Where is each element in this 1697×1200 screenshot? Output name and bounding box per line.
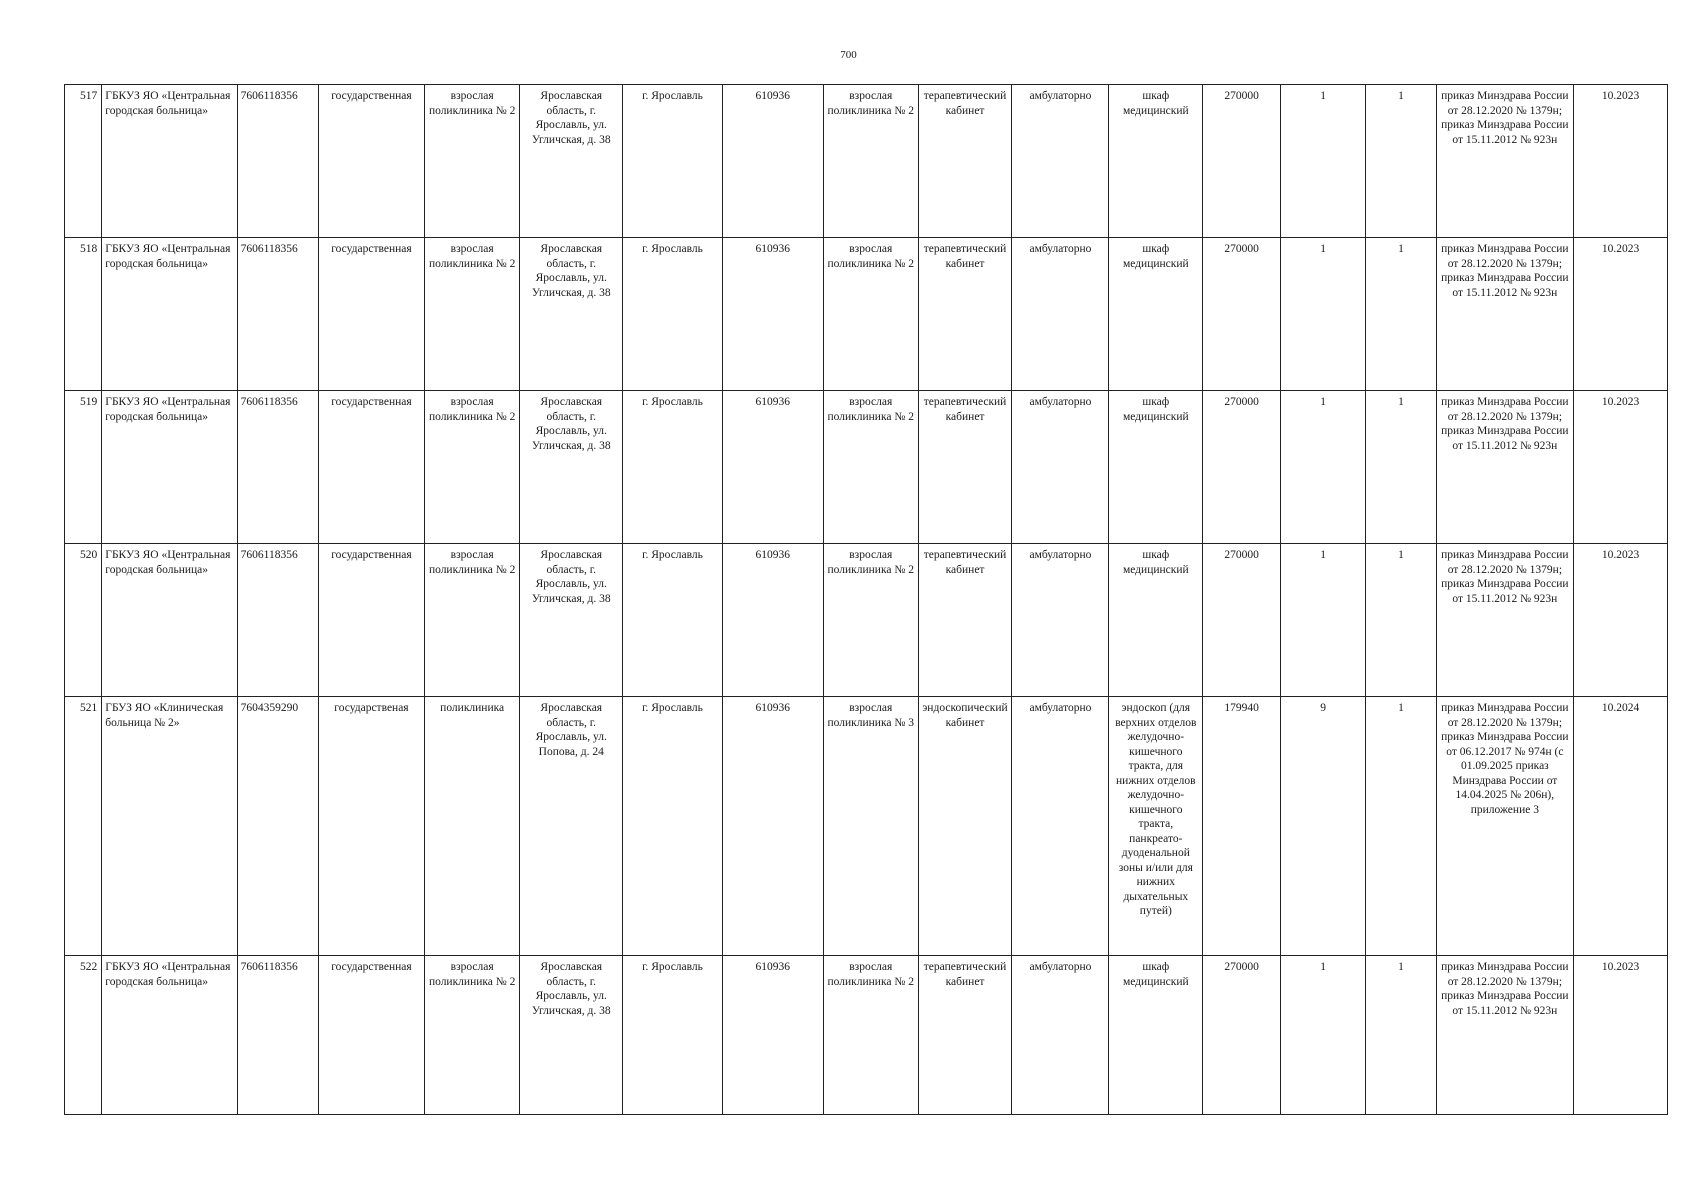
care-form: амбулаторно	[1012, 85, 1109, 238]
postal-index: 610936	[722, 238, 823, 391]
care-form: амбулаторно	[1012, 956, 1109, 1115]
legal-basis: приказ Минздрава России от 28.12.2020 № 1379н; приказ Минздрава России от 15.11.2012 № 923н	[1436, 391, 1573, 544]
quantity-b: 1	[1366, 544, 1436, 697]
unit: взрослая поликлиника № 2	[425, 238, 520, 391]
inn: 7606118356	[237, 238, 318, 391]
ownership: государственная	[318, 956, 425, 1115]
row-number: 522	[65, 956, 102, 1115]
quantity-a: 1	[1281, 238, 1366, 391]
quantity-a: 1	[1281, 544, 1366, 697]
quantity-b: 1	[1366, 238, 1436, 391]
postal-index: 610936	[722, 85, 823, 238]
legal-basis: приказ Минздрава России от 28.12.2020 № 1379н; приказ Минздрава России от 06.12.2017 № 974н (с 01.09.2025 приказ Минздрава России от 14.04.2025 № 206н), приложение 3	[1436, 697, 1573, 956]
cabinet: терапевтический кабинет	[918, 238, 1012, 391]
table-row	[65, 85, 1668, 238]
unit: взрослая поликлиника № 2	[425, 391, 520, 544]
city: г. Ярославль	[623, 85, 722, 238]
care-form: амбулаторно	[1012, 391, 1109, 544]
quantity-a: 1	[1281, 956, 1366, 1115]
ownership: государственная	[318, 544, 425, 697]
organization: ГБКУЗ ЯО «Центральная городская больница»	[102, 391, 237, 544]
ownership: государственная	[318, 391, 425, 544]
care-form: амбулаторно	[1012, 544, 1109, 697]
legal-basis: приказ Минздрава России от 28.12.2020 № 1379н; приказ Минздрава России от 15.11.2012 № 923н	[1436, 956, 1573, 1115]
cabinet: терапевтический кабинет	[918, 956, 1012, 1115]
date: 10.2023	[1574, 85, 1668, 238]
row-number: 517	[65, 85, 102, 238]
table-row	[65, 956, 1668, 1115]
legal-basis: приказ Минздрава России от 28.12.2020 № 1379н; приказ Минздрава России от 15.11.2012 № 923н	[1436, 238, 1573, 391]
equipment: шкаф медицинский	[1109, 956, 1203, 1115]
inn: 7606118356	[237, 956, 318, 1115]
ownership: государственая	[318, 697, 425, 956]
city: г. Ярославль	[623, 238, 722, 391]
row-number: 519	[65, 391, 102, 544]
row-number: 518	[65, 238, 102, 391]
price: 270000	[1203, 391, 1281, 544]
address: Ярославская область, г. Ярославль, ул. Попова, д. 24	[520, 697, 623, 956]
inn: 7606118356	[237, 544, 318, 697]
subdivision: взрослая поликлиника № 2	[823, 956, 918, 1115]
inn: 7604359290	[237, 697, 318, 956]
organization: ГБКУЗ ЯО «Центральная городская больница»	[102, 544, 237, 697]
city: г. Ярославль	[623, 697, 722, 956]
address: Ярославская область, г. Ярославль, ул. Угличская, д. 38	[520, 544, 623, 697]
address: Ярославская область, г. Ярославль, ул. Угличская, д. 38	[520, 238, 623, 391]
quantity-a: 9	[1281, 697, 1366, 956]
price: 270000	[1203, 544, 1281, 697]
cabinet: терапевтический кабинет	[918, 85, 1012, 238]
unit: поликлиника	[425, 697, 520, 956]
cabinet: терапевтический кабинет	[918, 544, 1012, 697]
equipment: шкаф медицинский	[1109, 238, 1203, 391]
equipment: шкаф медицинский	[1109, 85, 1203, 238]
date: 10.2023	[1574, 391, 1668, 544]
cabinet: эндоскопический кабинет	[918, 697, 1012, 956]
date: 10.2023	[1574, 956, 1668, 1115]
price: 270000	[1203, 956, 1281, 1115]
quantity-a: 1	[1281, 391, 1366, 544]
quantity-b: 1	[1366, 391, 1436, 544]
equipment-table	[64, 84, 1668, 1115]
unit: взрослая поликлиника № 2	[425, 544, 520, 697]
subdivision: взрослая поликлиника № 3	[823, 697, 918, 956]
table-row	[65, 544, 1668, 697]
quantity-b: 1	[1366, 956, 1436, 1115]
postal-index: 610936	[722, 544, 823, 697]
table-row	[65, 697, 1668, 956]
price: 270000	[1203, 85, 1281, 238]
row-number: 520	[65, 544, 102, 697]
cabinet: терапевтический кабинет	[918, 391, 1012, 544]
equipment: шкаф медицинский	[1109, 544, 1203, 697]
city: г. Ярославль	[623, 391, 722, 544]
city: г. Ярославль	[623, 544, 722, 697]
quantity-b: 1	[1366, 85, 1436, 238]
inn: 7606118356	[237, 85, 318, 238]
subdivision: взрослая поликлиника № 2	[823, 391, 918, 544]
city: г. Ярославль	[623, 956, 722, 1115]
address: Ярославская область, г. Ярославль, ул. Угличская, д. 38	[520, 85, 623, 238]
legal-basis: приказ Минздрава России от 28.12.2020 № 1379н; приказ Минздрава России от 15.11.2012 № 923н	[1436, 544, 1573, 697]
legal-basis: приказ Минздрава России от 28.12.2020 № 1379н; приказ Минздрава России от 15.11.2012 № 923н	[1436, 85, 1573, 238]
organization: ГБКУЗ ЯО «Центральная городская больница»	[102, 956, 237, 1115]
price: 270000	[1203, 238, 1281, 391]
equipment: эндоскоп (для верхних отделов желудочно-кишечного тракта, для нижних отделов желудочно-кишечного тракта, панкреато-дуоденальной зоны и/или для нижних дыхательных путей)	[1109, 697, 1203, 956]
inn: 7606118356	[237, 391, 318, 544]
equipment: шкаф медицинский	[1109, 391, 1203, 544]
date: 10.2023	[1574, 544, 1668, 697]
quantity-b: 1	[1366, 697, 1436, 956]
postal-index: 610936	[722, 391, 823, 544]
postal-index: 610936	[722, 697, 823, 956]
table-row	[65, 238, 1668, 391]
unit: взрослая поликлиника № 2	[425, 85, 520, 238]
address: Ярославская область, г. Ярославль, ул. Угличская, д. 38	[520, 391, 623, 544]
table-row	[65, 391, 1668, 544]
address: Ярославская область, г. Ярославль, ул. Угличская, д. 38	[520, 956, 623, 1115]
date: 10.2024	[1574, 697, 1668, 956]
care-form: амбулаторно	[1012, 238, 1109, 391]
subdivision: взрослая поликлиника № 2	[823, 238, 918, 391]
care-form: амбулаторно	[1012, 697, 1109, 956]
price: 179940	[1203, 697, 1281, 956]
subdivision: взрослая поликлиника № 2	[823, 544, 918, 697]
page-number: 700	[840, 49, 857, 61]
date: 10.2023	[1574, 238, 1668, 391]
organization: ГБКУЗ ЯО «Центральная городская больница»	[102, 238, 237, 391]
postal-index: 610936	[722, 956, 823, 1115]
organization: ГБКУЗ ЯО «Центральная городская больница»	[102, 85, 237, 238]
organization: ГБУЗ ЯО «Клиническая больница № 2»	[102, 697, 237, 956]
unit: взрослая поликлиника № 2	[425, 956, 520, 1115]
row-number: 521	[65, 697, 102, 956]
ownership: государственная	[318, 238, 425, 391]
ownership: государственная	[318, 85, 425, 238]
quantity-a: 1	[1281, 85, 1366, 238]
subdivision: взрослая поликлиника № 2	[823, 85, 918, 238]
